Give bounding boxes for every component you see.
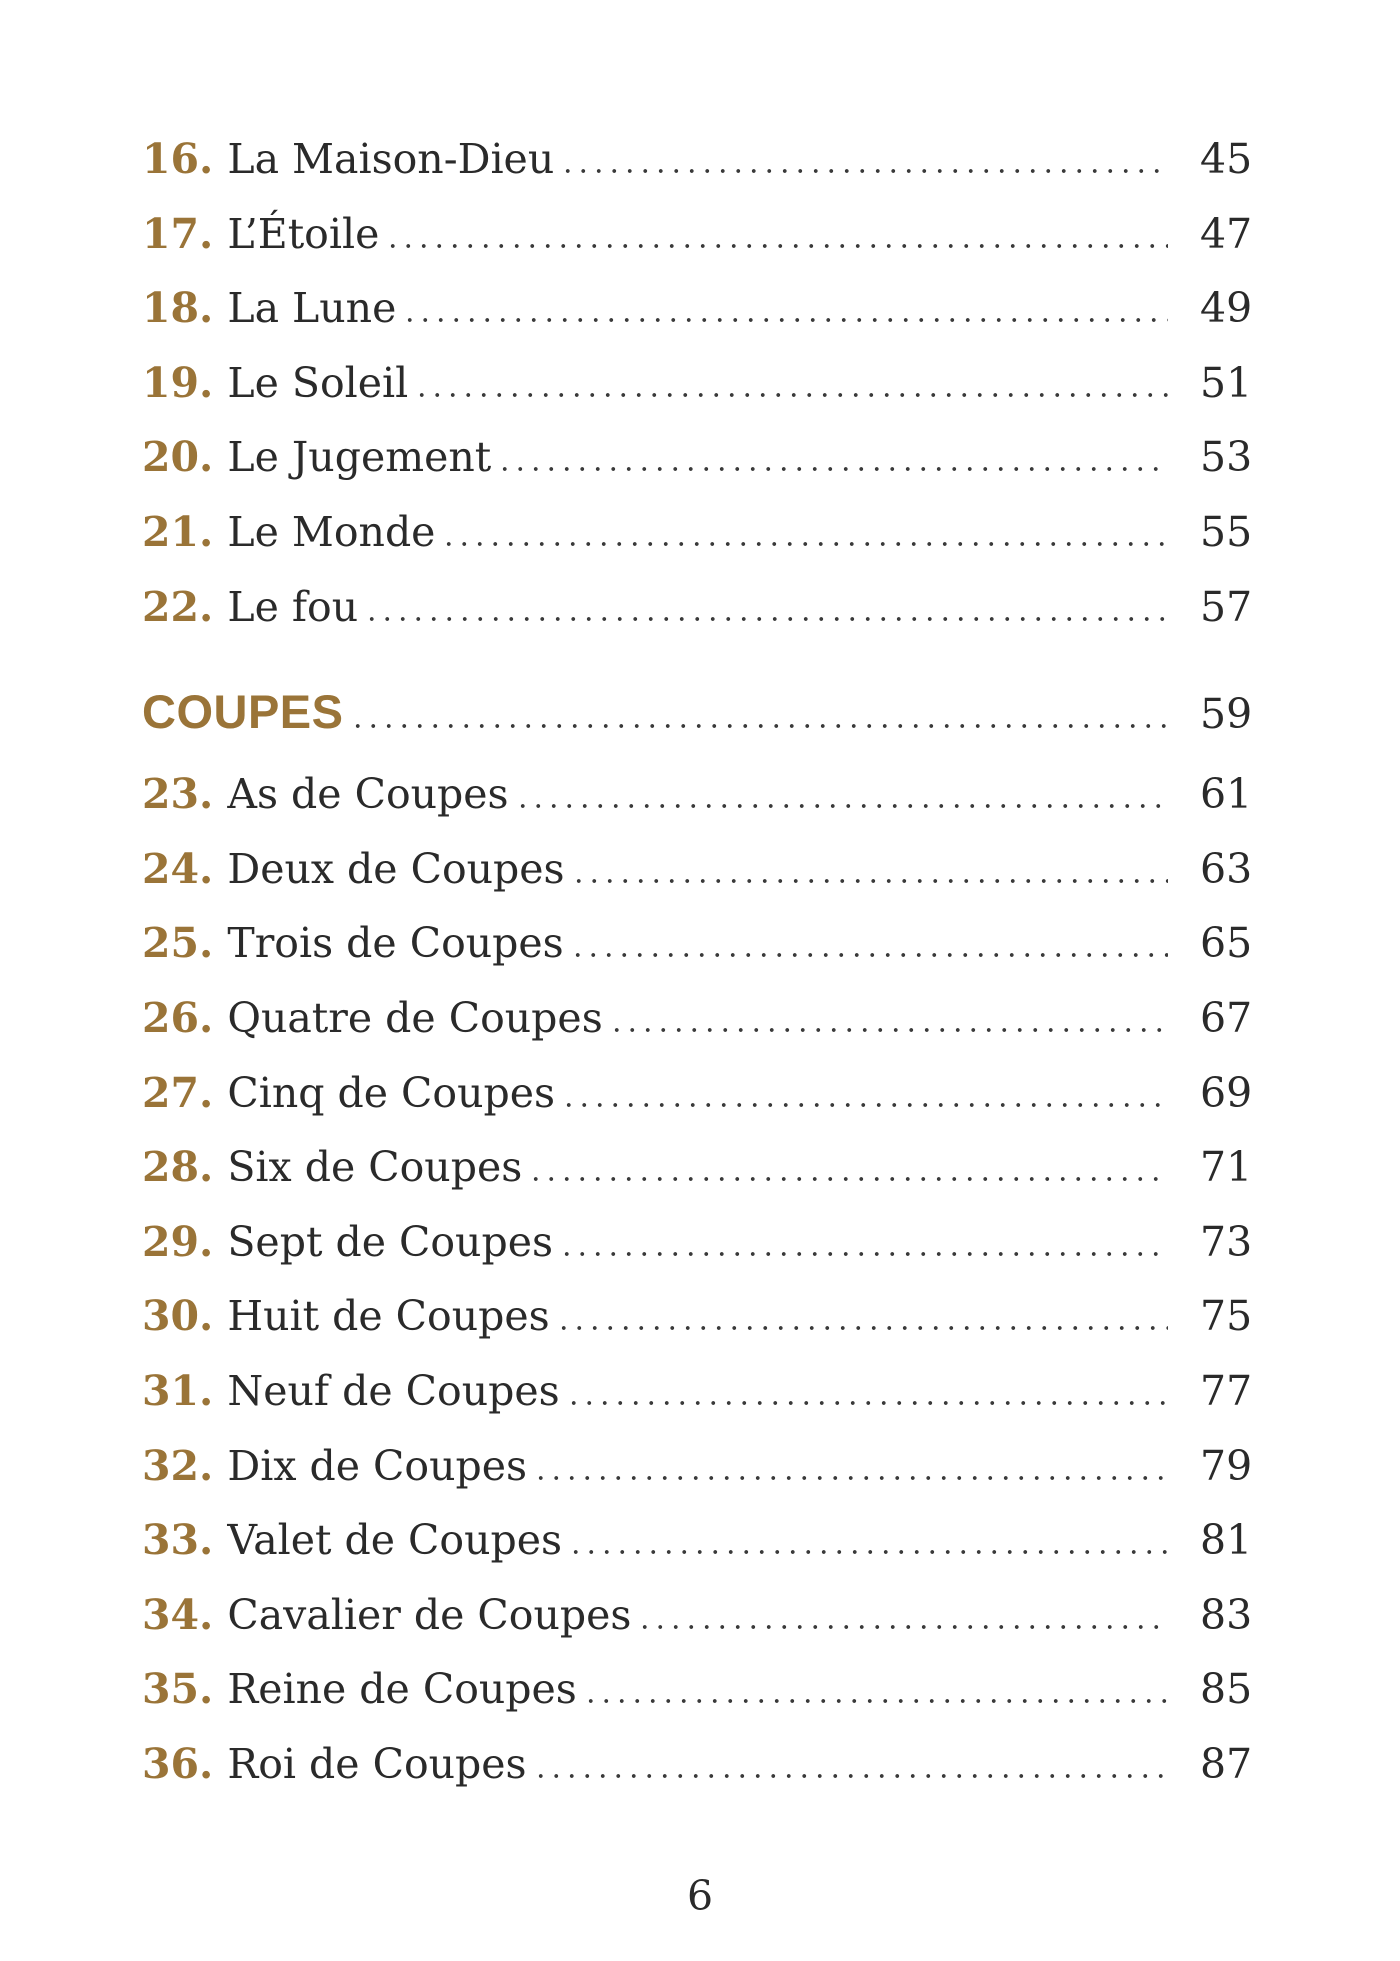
- entry-number: 28.: [142, 1143, 214, 1192]
- entry-title: As de Coupes: [227, 770, 509, 819]
- entry-page-number: 55: [1200, 507, 1253, 556]
- entry-number: 23.: [142, 770, 214, 819]
- entry-number: 24.: [142, 844, 214, 893]
- toc-entry: [142, 358, 1253, 438]
- section-page-number: 59: [1200, 690, 1253, 739]
- dot-leader: [441, 542, 1168, 546]
- toc-entry: [142, 1665, 1253, 1744]
- toc-entry: [142, 209, 1253, 289]
- entry-title: Roi de Coupes: [227, 1739, 527, 1788]
- dot-leader: [414, 393, 1168, 397]
- entry-page-number: 67: [1200, 993, 1253, 1042]
- entry-title: Huit de Coupes: [227, 1292, 550, 1341]
- entry-page-number: 71: [1200, 1143, 1253, 1192]
- entry-title: Trois de Coupes: [227, 919, 564, 968]
- entry-title: Le Jugement: [227, 433, 492, 482]
- entry-title: La Maison-Dieu: [227, 135, 555, 183]
- toc-entry: [142, 993, 1253, 1073]
- dot-leader: [561, 1103, 1168, 1107]
- toc-entry: [142, 770, 1253, 849]
- entry-page-number: 47: [1200, 209, 1253, 258]
- dot-leader: [560, 169, 1168, 173]
- entry-number: 22.: [142, 582, 214, 631]
- entry-number: 21.: [142, 507, 214, 556]
- entry-number: 34.: [142, 1590, 214, 1639]
- entry-page-number: 79: [1200, 1441, 1253, 1490]
- section-title: COUPES: [142, 685, 344, 739]
- entry-number: 30.: [142, 1292, 214, 1341]
- toc-entry: [142, 1068, 1253, 1148]
- toc-list-major-arcana: [142, 135, 1253, 661]
- entry-title: Cinq de Coupes: [227, 1068, 556, 1117]
- toc-entry: [142, 284, 1253, 363]
- entry-page-number: 87: [1200, 1739, 1253, 1788]
- entry-page-number: 65: [1200, 919, 1253, 968]
- dot-leader: [497, 467, 1168, 471]
- dot-leader: [568, 1550, 1168, 1554]
- entry-page-number: 83: [1200, 1590, 1253, 1639]
- dot-leader: [637, 1625, 1168, 1629]
- entry-page-number: 57: [1200, 582, 1253, 631]
- section-heading-row: [142, 684, 1253, 774]
- dot-leader: [402, 318, 1168, 322]
- toc-list-coupes: [142, 770, 1253, 1818]
- entry-page-number: 61: [1200, 770, 1253, 819]
- dot-leader: [556, 1326, 1168, 1330]
- dot-leader: [609, 1028, 1168, 1032]
- dot-leader: [583, 1699, 1168, 1703]
- dot-leader: [515, 804, 1168, 808]
- entry-number: 31.: [142, 1366, 214, 1415]
- dot-leader: [533, 1476, 1168, 1480]
- toc-entry: [142, 1366, 1253, 1446]
- entry-page-number: 49: [1200, 284, 1253, 333]
- dot-leader: [533, 1774, 1168, 1778]
- toc-entry: [142, 507, 1253, 587]
- entry-number: 32.: [142, 1441, 214, 1490]
- entry-page-number: 77: [1200, 1366, 1253, 1415]
- entry-number: 27.: [142, 1068, 214, 1117]
- entry-title: Sept de Coupes: [227, 1217, 554, 1266]
- entry-title: Reine de Coupes: [227, 1665, 577, 1714]
- entry-number: 20.: [142, 433, 214, 482]
- toc-entry: [142, 135, 1253, 214]
- entry-number: 33.: [142, 1516, 214, 1565]
- entry-title: Dix de Coupes: [227, 1441, 528, 1490]
- toc-entry: [142, 1516, 1253, 1595]
- entry-number: 18.: [142, 284, 214, 333]
- dot-leader: [528, 1177, 1168, 1181]
- entry-page-number: 75: [1200, 1292, 1253, 1341]
- dot-leader: [566, 1401, 1168, 1405]
- entry-title: Le Monde: [227, 507, 436, 556]
- dot-leader: [559, 1252, 1168, 1256]
- entry-title: Quatre de Coupes: [227, 993, 603, 1042]
- toc-entry: [142, 844, 1253, 924]
- entry-title: Le Soleil: [227, 358, 409, 407]
- toc-entry: [142, 1217, 1253, 1297]
- table-of-contents: [142, 135, 1253, 1818]
- entry-title: Neuf de Coupes: [227, 1366, 560, 1415]
- dot-leader: [350, 724, 1169, 728]
- entry-page-number: 85: [1200, 1665, 1253, 1714]
- page-number: 6: [686, 1872, 714, 1920]
- entry-number: 29.: [142, 1217, 214, 1266]
- entry-number: 19.: [142, 358, 214, 407]
- entry-page-number: 81: [1200, 1516, 1253, 1565]
- entry-title: La Lune: [227, 284, 397, 333]
- entry-page-number: 53: [1200, 433, 1253, 482]
- entry-number: 25.: [142, 919, 214, 968]
- entry-page-number: 63: [1200, 844, 1253, 893]
- entry-title: Le fou: [227, 582, 359, 631]
- toc-entry: [142, 582, 1253, 662]
- entry-number: 17.: [142, 209, 214, 258]
- entry-title: L’Étoile: [227, 209, 380, 258]
- toc-entry: [142, 919, 1253, 998]
- entry-title: Valet de Coupes: [227, 1516, 563, 1565]
- toc-entry: [142, 433, 1253, 512]
- entry-title: Deux de Coupes: [227, 844, 565, 893]
- entry-page-number: 69: [1200, 1068, 1253, 1117]
- entry-page-number: 45: [1200, 135, 1253, 183]
- entry-number: 35.: [142, 1665, 214, 1714]
- entry-title: Six de Coupes: [227, 1143, 523, 1192]
- toc-entry: [142, 1739, 1253, 1819]
- entry-number: 16.: [142, 135, 214, 183]
- toc-entry: [142, 1590, 1253, 1670]
- entry-page-number: 51: [1200, 358, 1253, 407]
- dot-leader: [570, 953, 1168, 957]
- toc-entry: [142, 1292, 1253, 1371]
- entry-title: Cavalier de Coupes: [227, 1590, 632, 1639]
- dot-leader: [571, 879, 1168, 883]
- toc-entry: [142, 1143, 1253, 1222]
- dot-leader: [385, 244, 1168, 248]
- entry-number: 36.: [142, 1739, 214, 1788]
- entry-page-number: 73: [1200, 1217, 1253, 1266]
- dot-leader: [364, 617, 1168, 621]
- entry-number: 26.: [142, 993, 214, 1042]
- toc-entry: [142, 1441, 1253, 1521]
